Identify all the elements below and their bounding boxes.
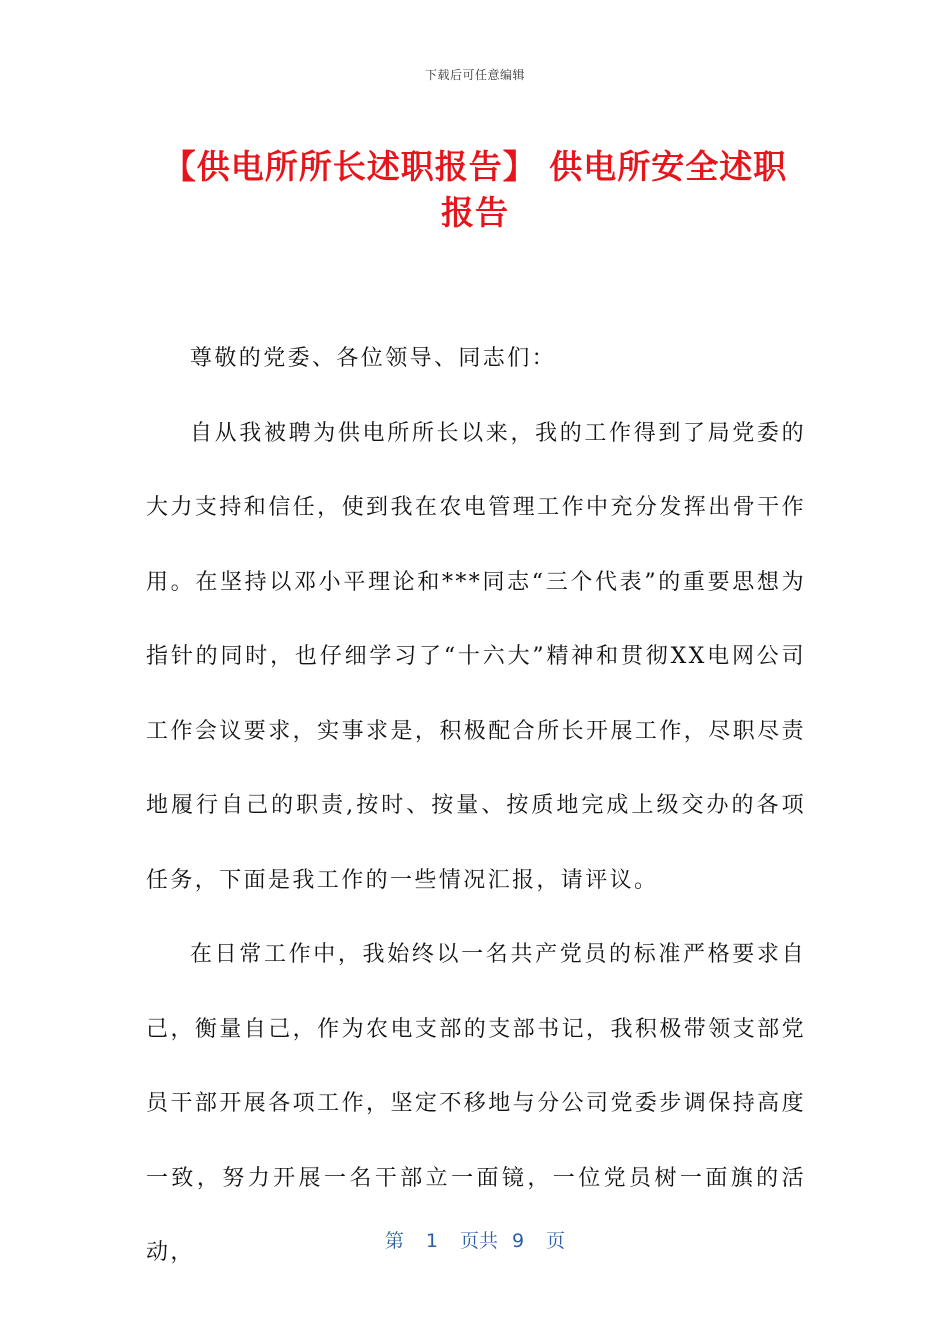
page-total-number: 9 bbox=[512, 1230, 525, 1252]
body-paragraph: 在日常工作中，我始终以一名共产党员的标准严格要求自己，衡量自己，作为农电支部的支部书记，我积极带领支部党员干部开展各项工作，坚定不移地与分公司党委步调保持高度一致，努力开展一名干部立一面镜，一位党员树一面旗的活动， bbox=[146, 942, 806, 1265]
page-label-mid: 页共 bbox=[459, 1230, 498, 1252]
header-note: 下载后可任意编辑 bbox=[424, 68, 525, 82]
document-title: 【供电所所长述职报告】 供电所安全述职报告 bbox=[162, 147, 788, 232]
page-footer bbox=[0, 1226, 950, 1253]
body-paragraph: 自从我被聘为供电所所长以来，我的工作得到了局党委的大力支持和信任，使到我在农电管理工作中充分发挥出骨干作用。在坚持以邓小平理论和***同志“三个代表”的重要思想为指针的同时，也仔细学习了“十六大”精神和贯彻XX电网公司工作会议要求，实事求是，积极配合所长开展工作，尽职尽责地履行自己的职责,按时、按量、按质地完成上级交办的各项任务，下面是我工作的一些情况汇报，请评议。 bbox=[146, 420, 806, 893]
salutation-paragraph: 尊敬的党委、各位领导、同志们： bbox=[190, 346, 557, 371]
document-body bbox=[146, 322, 806, 1291]
page-label-prefix: 第 bbox=[384, 1230, 404, 1252]
page-label-suffix: 页 bbox=[546, 1230, 566, 1252]
page-current-number: 1 bbox=[425, 1230, 438, 1252]
